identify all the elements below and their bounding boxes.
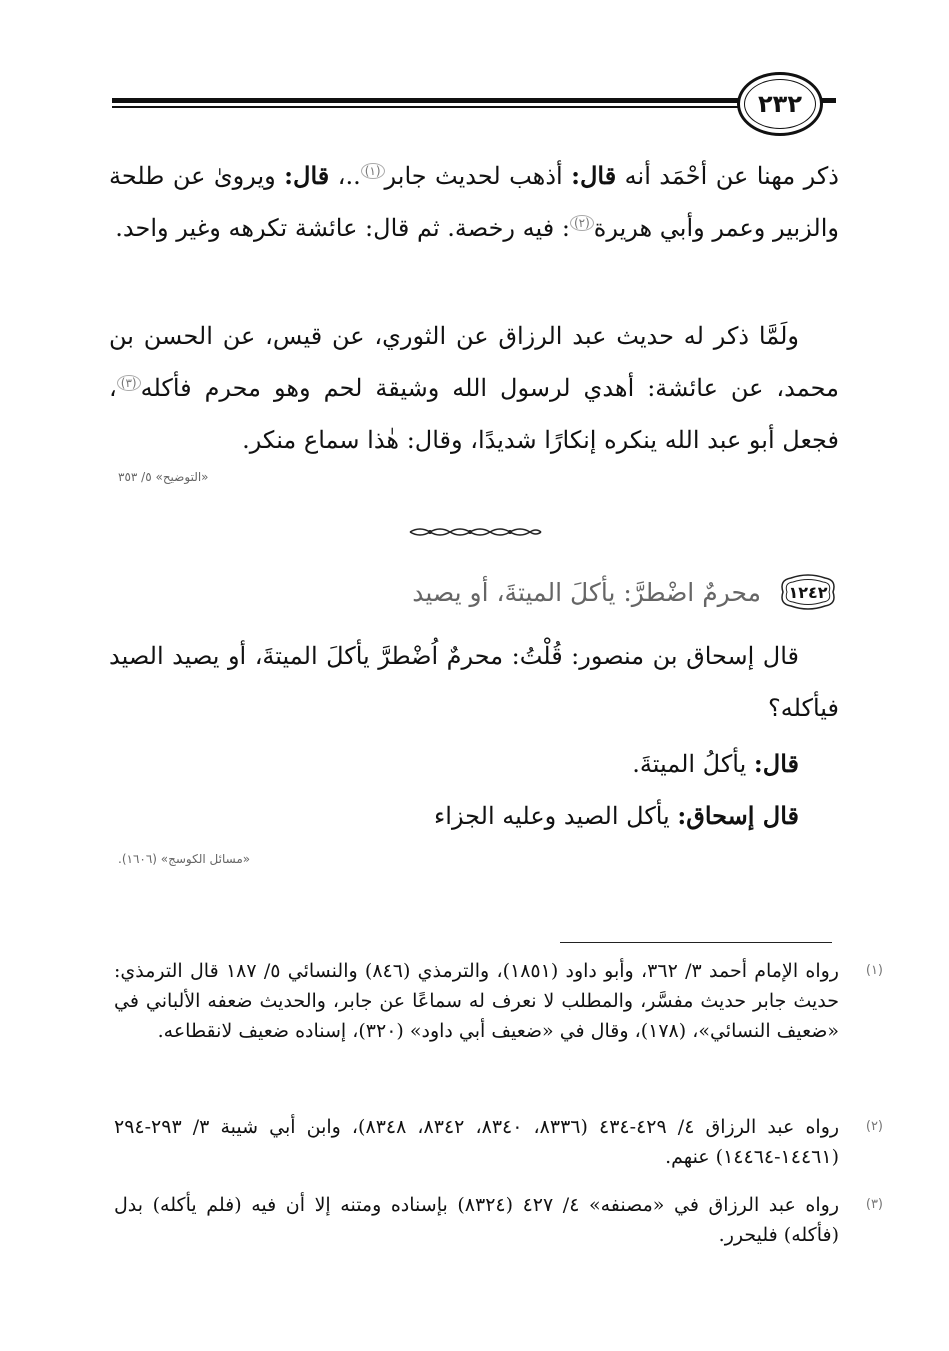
page-number-badge	[737, 72, 823, 136]
entry-heading	[109, 572, 839, 616]
answer-label: قال:	[753, 749, 799, 778]
text-run: ويروىٰ عن طلحة والزبير وعمر وأبي هريرة	[109, 162, 839, 242]
footnote-rule	[560, 942, 832, 943]
text-run: أذهب لحديث جابر	[384, 162, 572, 190]
header-rule	[112, 98, 742, 103]
entry-title: محرمٌ اضْطرَّ: يأكلَ الميتةَ، أو يصيد	[412, 578, 761, 607]
entry-question: قال إسحاق بن منصور: قُلْتُ: محرمٌ اُضْطرَّ يأكلَ الميتةَ، أو يصيد الصيد فيأكله؟	[109, 642, 839, 722]
bold-run: قال:	[571, 161, 617, 190]
bold-run: قال:	[284, 161, 330, 190]
source-citation: «التوضيح» ٥/ ٣٥٣	[118, 470, 209, 484]
footnote-3	[114, 1190, 883, 1250]
paragraph-1	[109, 150, 839, 254]
header-rule-thin	[112, 106, 742, 108]
footnote-1	[114, 956, 883, 1046]
paragraph-2	[109, 310, 839, 466]
footnote-marker: (٢)	[865, 1119, 883, 1134]
entry-number-badge	[777, 574, 839, 610]
text-run: ..،	[329, 162, 361, 190]
answer-label: قال إسحاق:	[677, 801, 799, 830]
footnote-ref[interactable]: (٢)	[570, 215, 594, 231]
entry-answer-1	[109, 738, 839, 790]
source-citation: «مسائل الكوسج» (١٦٠٦).	[118, 852, 251, 866]
answer-text: يأكلُ الميتةَ.	[632, 750, 754, 778]
footnote-ref[interactable]: (٣)	[117, 375, 141, 391]
footnote-text: رواه عبد الرزاق في «مصنفه» ٤/ ٤٢٧ (٨٣٢٤) بإسناده ومتنه إلا أن فيه (فلم يأكله) بدل (فأكله) فليحرر.	[114, 1194, 839, 1246]
footnote-ref[interactable]: (١)	[361, 163, 385, 179]
entry-answer-2	[109, 790, 839, 842]
text-run: : فيه رخصة. ثم قال: عائشة تكرهه وغير واحد.	[115, 214, 570, 242]
entry-number: ١٢٤٢	[788, 582, 828, 602]
text-run: ، فجعل أبو عبد الله ينكره إنكارًا شديدًا، وقال: هٰذا سماع منكر.	[109, 374, 839, 454]
answer-text: يأكل الصيد وعليه الجزاء	[433, 802, 678, 830]
text-run: ذكر مهنا عن أحْمَد أنه	[616, 162, 839, 190]
footnote-text: رواه عبد الرزاق ٤/ ٤٢٩-٤٣٤ (٨٣٣٦، ٨٣٤٠، ٨٣٤٢، ٨٣٤٨)، وابن أبي شيبة ٣/ ٢٩٣-٢٩٤ (١٤٤٦١-١٤٤٦٤) عنهم.	[114, 1116, 840, 1168]
footnote-text: رواه الإمام أحمد ٣/ ٣٦٢، وأبو داود (١٨٥١)، والترمذي (٨٤٦) والنسائي ٥/ ١٨٧ قال الترمذي: حديث جابر حديث مفسَّر، والمطلب لا نعرف له سماعًا عن جابر، والحديث ضعفه الألباني في «ضعيف النسائي»، (١٧٨)، وقال في «ضعيف أبي داود» (٣٢٠)، إسناده ضعيف لانقطاعه.	[114, 960, 839, 1042]
page-number: ٢٣٢	[758, 90, 802, 118]
footnote-marker: (١)	[865, 963, 883, 978]
footnote-marker: (٣)	[865, 1197, 883, 1212]
ornament-divider	[408, 524, 543, 540]
text-run: ولَمَّا ذكر له حديث عبد الرزاق عن الثوري، عن قيس، عن الحسن بن محمد، عن عائشة: أهدي لرسول الله وشيقة لحم وهو محرم فأكله	[109, 322, 839, 402]
footnote-2	[114, 1112, 883, 1172]
